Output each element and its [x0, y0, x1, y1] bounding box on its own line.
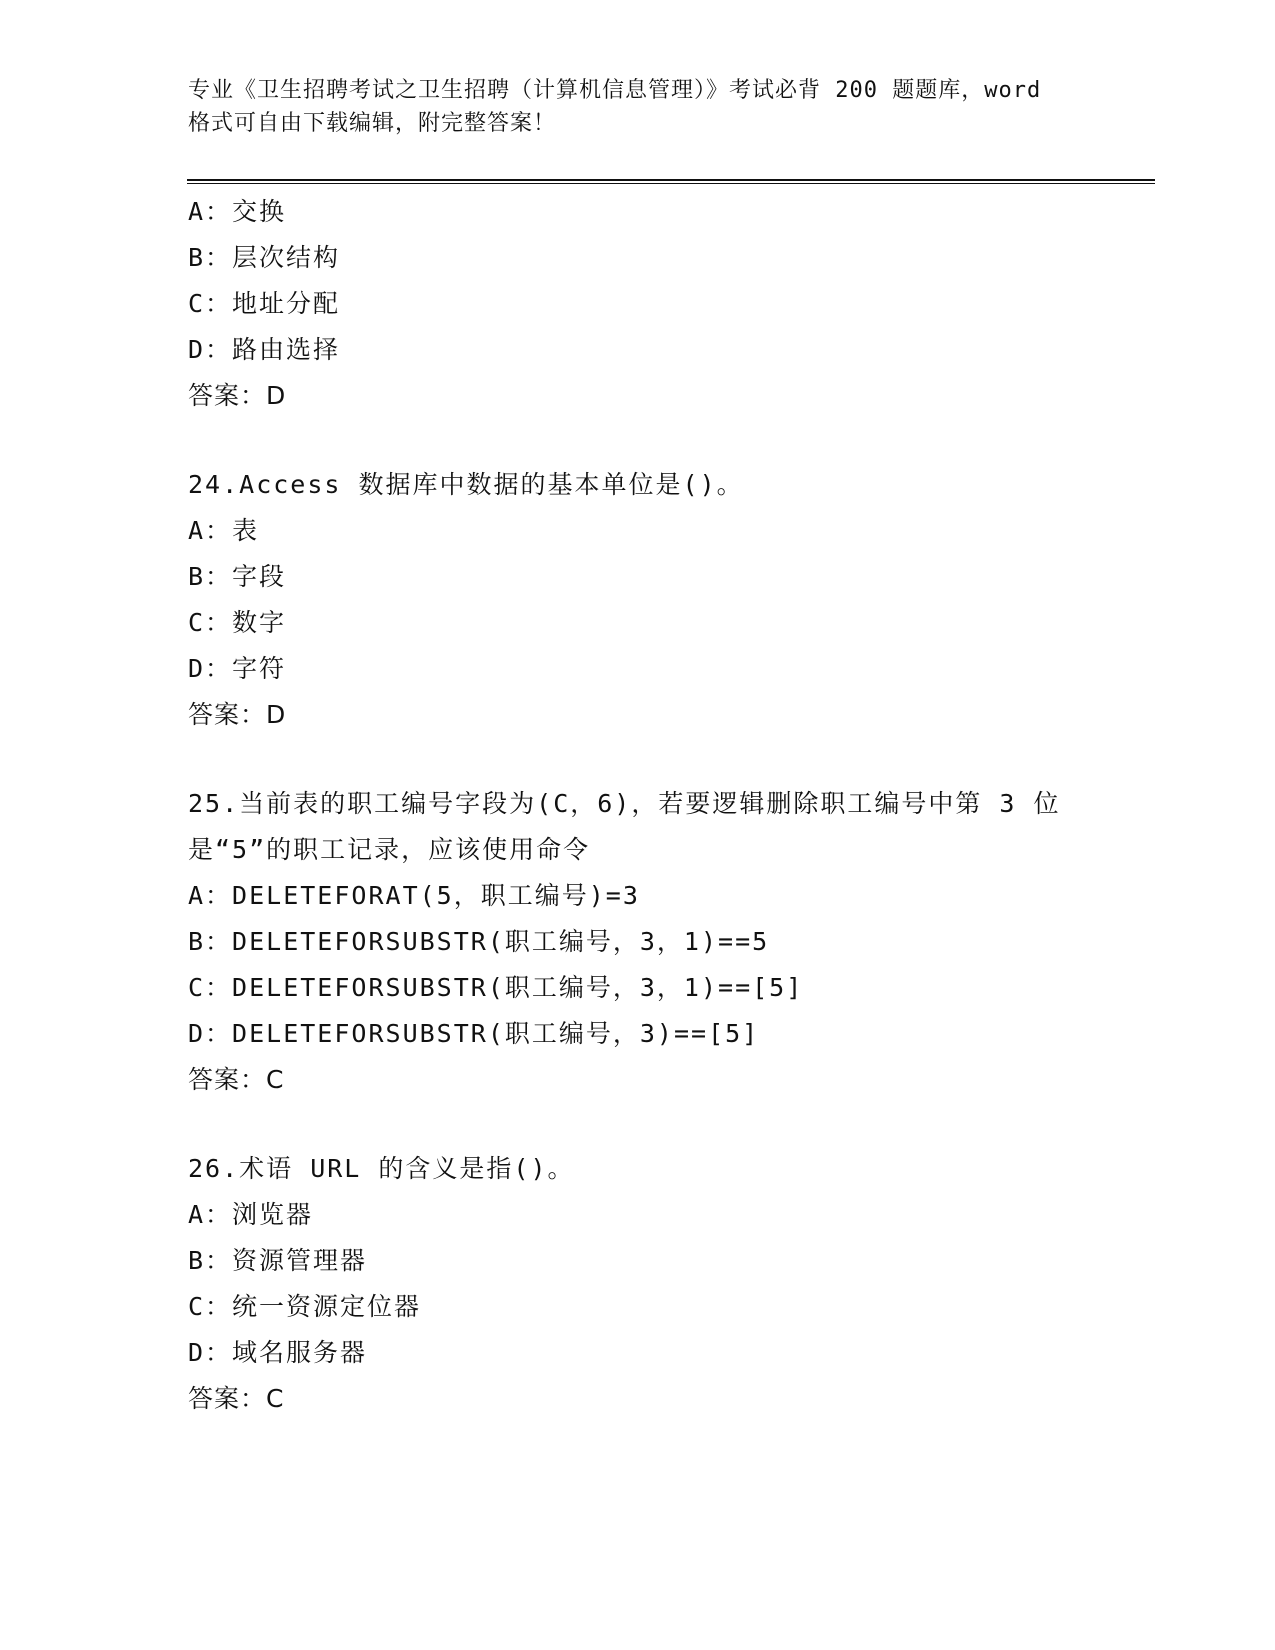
option-b: B：字段: [188, 562, 287, 591]
header-divider-thick: [187, 179, 1155, 181]
question-stem: 26.术语 URL 的含义是指()。: [188, 1154, 575, 1183]
option-d: D：DELETEFORSUBSTR(职工编号，3)==[5]: [188, 1019, 760, 1048]
option-d: D：域名服务器: [188, 1338, 368, 1367]
question-23-continued: [188, 189, 1148, 419]
option-a: A：DELETEFORAT(5，职工编号)=3: [188, 881, 640, 910]
header-divider-thin: [187, 183, 1155, 184]
option-b: B：层次结构: [188, 243, 341, 272]
answer: 答案：D: [188, 381, 287, 410]
answer: 答案：D: [188, 700, 287, 729]
question-24: [188, 462, 1148, 738]
question-stem-line-1: 25.当前表的职工编号字段为(C，6)，若要逻辑删除职工编号中第 3 位: [188, 789, 1061, 818]
document-header: [188, 74, 1108, 140]
option-a: A：浏览器: [188, 1200, 314, 1229]
question-25: [188, 781, 1148, 1103]
option-b: B：DELETEFORSUBSTR(职工编号，3，1)==5: [188, 927, 770, 956]
option-c: C：DELETEFORSUBSTR(职工编号，3，1)==[5]: [188, 973, 804, 1002]
option-a: A：交换: [188, 197, 287, 226]
option-d: D：路由选择: [188, 335, 341, 364]
option-c: C：地址分配: [188, 289, 341, 318]
option-d: D：字符: [188, 654, 287, 683]
option-c: C：统一资源定位器: [188, 1292, 422, 1321]
header-line-2: 格式可自由下载编辑，附完整答案！: [188, 111, 557, 136]
option-b: B：资源管理器: [188, 1246, 368, 1275]
question-list: [188, 189, 1148, 1422]
question-stem-line-2: 是“5”的职工记录，应该使用命令: [188, 835, 591, 864]
answer: 答案：C: [188, 1384, 285, 1413]
answer: 答案：C: [188, 1065, 285, 1094]
option-c: C：数字: [188, 608, 287, 637]
option-a: A：表: [188, 516, 260, 545]
header-line-1: 专业《卫生招聘考试之卫生招聘（计算机信息管理）》考试必背 200 题题库，word: [188, 78, 1042, 103]
question-stem: 24.Access 数据库中数据的基本单位是()。: [188, 470, 744, 499]
question-26: [188, 1146, 1148, 1422]
